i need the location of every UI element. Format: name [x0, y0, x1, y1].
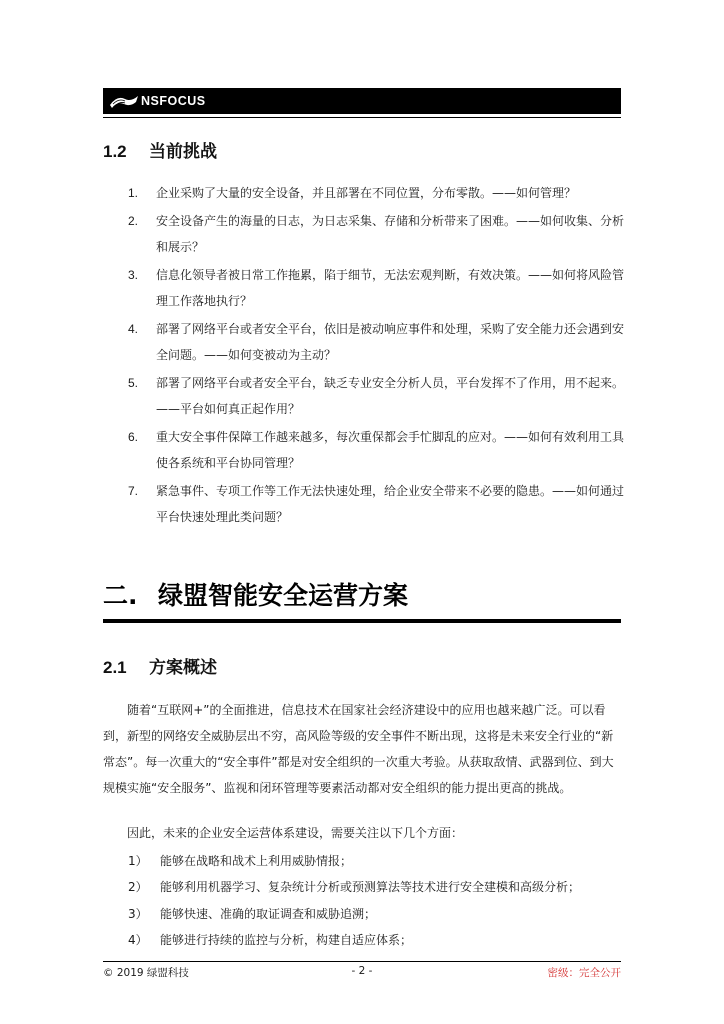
chapter-number: 二.	[103, 581, 138, 610]
section-title: 方案概述	[149, 658, 217, 678]
classification-label: 密级：完全公开	[547, 967, 621, 979]
header-rule	[103, 117, 621, 118]
overview-paragraph: 随着“互联网+”的全面推进，信息技术在国家社会经济建设中的应用也越来越广泛。可以看到，新型的网络安全威胁层出不穷，高风险等级的安全事件不断出现，这将是未来安全行业的“新常态”。每一次重大的“安全事件”都是对安全组织的一次重大考验。从获取敌情、武器到位、到大规模实施“安全服务”、监视和闭环管理等要素活动都对安全组织的能力提出更高的挑战。	[103, 703, 614, 795]
page-header-bar	[103, 88, 621, 114]
intro-paragraph: 因此，未来的企业安全运营体系建设，需要关注以下几个方面：	[127, 826, 464, 840]
section-heading-2-1	[103, 653, 217, 678]
challenge-list	[128, 180, 628, 532]
requirement-item: 3） 能够快速、准确的取证调查和威胁追溯；	[128, 907, 377, 921]
section-title: 当前挑战	[149, 142, 217, 162]
chapter-rule	[103, 619, 621, 623]
flag-icon	[109, 93, 139, 109]
list-item: 3. 信息化领导者被日常工作拖累，陷于细节，无法宏观判断，有效决策。——如何将风险管理工作落地执行？	[128, 268, 625, 308]
chapter-heading	[103, 576, 408, 612]
list-item: 6. 重大安全事件保障工作越来越多，每次重保都会手忙脚乱的应对。——如何有效利用工具使各系统和平台协同管理？	[128, 430, 625, 470]
logo-text: NSFOCUS	[141, 94, 206, 108]
page-number: - 2 -	[351, 965, 373, 977]
requirement-item: 1） 能够在战略和战术上利用威胁情报；	[128, 854, 353, 868]
section-heading-1-2	[103, 137, 217, 162]
list-item: 2. 安全设备产生的海量的日志，为日志采集、存储和分析带来了困难。——如何收集、分析和展示？	[128, 214, 625, 254]
list-item: 5. 部署了网络平台或者安全平台，缺乏专业安全分析人员，平台发挥不了作用，用不起来。——平台如何真正起作用？	[128, 376, 625, 416]
chapter-title: 绿盟智能安全运营方案	[158, 581, 409, 610]
footer-rule	[103, 961, 621, 962]
footer-copyright: © 2019 绿盟科技	[103, 967, 189, 979]
requirement-item: 4） 能够进行持续的监控与分析，构建自适应体系；	[128, 933, 413, 947]
list-item: 4. 部署了网络平台或者安全平台，依旧是被动响应事件和处理，采购了安全能力还会遇到安全问题。——如何变被动为主动？	[128, 322, 625, 362]
section-number: 1.2	[103, 142, 127, 161]
section-number: 2.1	[103, 658, 127, 677]
list-item: 7. 紧急事件、专项工作等工作无法快速处理，给企业安全带来不必要的隐患。——如何通过平台快速处理此类问题？	[128, 484, 625, 524]
nsfocus-logo	[109, 93, 206, 109]
list-item: 1. 企业采购了大量的安全设备，并且部署在不同位置，分布零散。——如何管理？	[128, 186, 577, 200]
requirement-item: 2） 能够利用机器学习、复杂统计分析或预测算法等技术进行安全建模和高级分析；	[128, 880, 581, 894]
